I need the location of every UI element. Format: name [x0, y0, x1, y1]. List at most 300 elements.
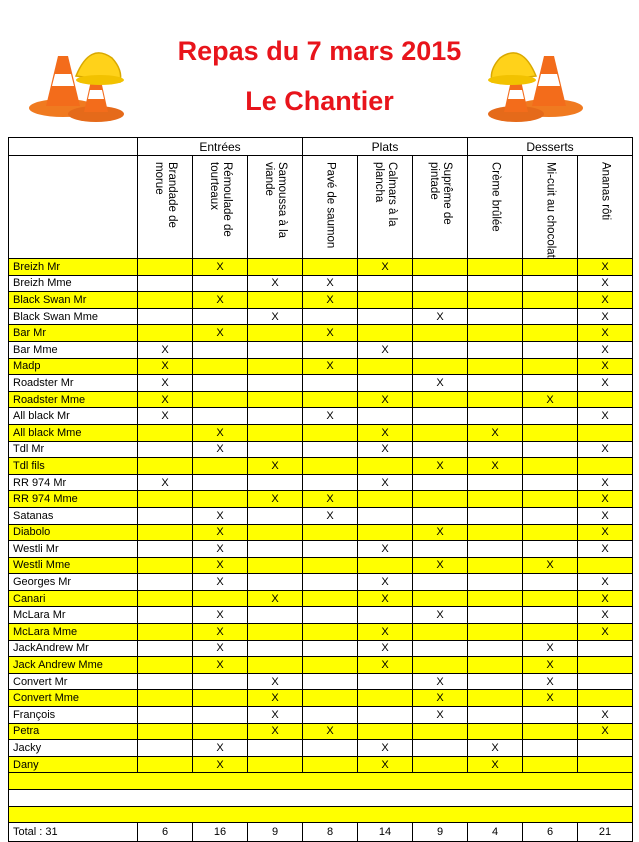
- choice-cell: [303, 640, 358, 657]
- table-row: [9, 541, 633, 558]
- choice-cell: [523, 424, 578, 441]
- choice-cell: [138, 756, 193, 773]
- guest-name: Jacky: [9, 740, 138, 757]
- choice-cell: X: [358, 624, 413, 641]
- choice-cell: [358, 524, 413, 541]
- column-header: Ananas rôti: [578, 156, 633, 259]
- choice-cell: [248, 474, 303, 491]
- table-row: [9, 690, 633, 707]
- meal-table: [8, 137, 633, 842]
- choice-cell: [358, 723, 413, 740]
- choice-cell: X: [358, 657, 413, 674]
- choice-cell: [413, 640, 468, 657]
- choice-cell: X: [578, 341, 633, 358]
- choice-cell: [303, 391, 358, 408]
- choice-cell: X: [578, 541, 633, 558]
- choice-cell: [303, 259, 358, 276]
- choice-cell: [248, 574, 303, 591]
- choice-cell: X: [248, 308, 303, 325]
- table-row: [9, 607, 633, 624]
- choice-cell: X: [303, 507, 358, 524]
- choice-cell: [193, 358, 248, 375]
- guest-name: Black Swan Mr: [9, 292, 138, 309]
- guest-name: Bar Mme: [9, 341, 138, 358]
- choice-cell: [358, 375, 413, 392]
- choice-cell: X: [193, 574, 248, 591]
- choice-cell: [523, 441, 578, 458]
- choice-cell: [138, 325, 193, 342]
- choice-cell: [413, 391, 468, 408]
- choice-cell: X: [413, 524, 468, 541]
- empty-row: [9, 790, 633, 807]
- choice-cell: X: [523, 640, 578, 657]
- choice-cell: [138, 491, 193, 508]
- total-value: 16: [193, 823, 248, 842]
- guest-name: All black Mme: [9, 424, 138, 441]
- choice-cell: [468, 375, 523, 392]
- guest-name: Tdl Mr: [9, 441, 138, 458]
- choice-cell: X: [193, 325, 248, 342]
- choice-cell: X: [413, 458, 468, 475]
- table-row: [9, 756, 633, 773]
- choice-cell: [248, 375, 303, 392]
- choice-cell: [303, 341, 358, 358]
- table-row: [9, 408, 633, 425]
- choice-cell: [358, 507, 413, 524]
- choice-cell: [248, 640, 303, 657]
- guest-name: Bar Mr: [9, 325, 138, 342]
- total-value: 21: [578, 823, 633, 842]
- table-row: [9, 308, 633, 325]
- choice-cell: [248, 541, 303, 558]
- choice-cell: [358, 491, 413, 508]
- empty-row: [9, 806, 633, 823]
- choice-cell: [303, 657, 358, 674]
- choice-cell: X: [358, 424, 413, 441]
- choice-cell: [578, 424, 633, 441]
- guest-name: Madp: [9, 358, 138, 375]
- choice-cell: [468, 441, 523, 458]
- choice-cell: [303, 557, 358, 574]
- table-row: [9, 557, 633, 574]
- choice-cell: [303, 607, 358, 624]
- choice-cell: [468, 541, 523, 558]
- choice-cell: X: [193, 524, 248, 541]
- choice-cell: [468, 341, 523, 358]
- choice-cell: [358, 557, 413, 574]
- choice-cell: [248, 756, 303, 773]
- choice-cell: [193, 391, 248, 408]
- column-header: Crème brûlée: [468, 156, 523, 259]
- choice-cell: [523, 259, 578, 276]
- choice-cell: [303, 624, 358, 641]
- choice-cell: [468, 507, 523, 524]
- total-row: [9, 823, 633, 842]
- choice-cell: X: [193, 424, 248, 441]
- total-value: 9: [413, 823, 468, 842]
- choice-cell: X: [303, 358, 358, 375]
- choice-cell: [193, 275, 248, 292]
- choice-cell: [468, 607, 523, 624]
- choice-cell: [413, 541, 468, 558]
- choice-cell: X: [523, 391, 578, 408]
- guest-name: Georges Mr: [9, 574, 138, 591]
- choice-cell: [138, 275, 193, 292]
- choice-cell: [413, 325, 468, 342]
- choice-cell: [523, 723, 578, 740]
- choice-cell: X: [303, 723, 358, 740]
- choice-cell: [303, 707, 358, 724]
- choice-cell: [248, 557, 303, 574]
- choice-cell: [468, 491, 523, 508]
- choice-cell: [578, 690, 633, 707]
- guest-name: Roadster Mr: [9, 375, 138, 392]
- choice-cell: [523, 624, 578, 641]
- choice-cell: [523, 607, 578, 624]
- table-row: [9, 723, 633, 740]
- guest-name: All black Mr: [9, 408, 138, 425]
- choice-cell: [193, 690, 248, 707]
- choice-cell: [413, 358, 468, 375]
- choice-cell: [413, 507, 468, 524]
- choice-cell: [303, 740, 358, 757]
- choice-cell: [358, 458, 413, 475]
- choice-cell: [138, 607, 193, 624]
- choice-cell: [468, 292, 523, 309]
- choice-cell: [138, 590, 193, 607]
- table-row: [9, 574, 633, 591]
- choice-cell: [138, 707, 193, 724]
- choice-cell: [358, 292, 413, 309]
- choice-cell: [413, 275, 468, 292]
- choice-cell: [413, 740, 468, 757]
- choice-cell: X: [413, 673, 468, 690]
- choice-cell: [248, 259, 303, 276]
- choice-cell: X: [358, 740, 413, 757]
- choice-cell: X: [303, 491, 358, 508]
- choice-cell: [138, 524, 193, 541]
- choice-cell: [138, 441, 193, 458]
- choice-cell: X: [523, 690, 578, 707]
- choice-cell: [138, 507, 193, 524]
- choice-cell: [248, 657, 303, 674]
- table-row: [9, 590, 633, 607]
- choice-cell: X: [138, 474, 193, 491]
- choice-cell: [578, 557, 633, 574]
- choice-cell: [138, 424, 193, 441]
- choice-cell: X: [358, 541, 413, 558]
- choice-cell: X: [303, 275, 358, 292]
- choice-cell: [413, 341, 468, 358]
- choice-cell: [578, 673, 633, 690]
- choice-cell: [578, 458, 633, 475]
- guest-name: Jack Andrew Mme: [9, 657, 138, 674]
- choice-cell: [523, 275, 578, 292]
- choice-cell: [523, 292, 578, 309]
- choice-cell: X: [413, 308, 468, 325]
- choice-cell: [138, 557, 193, 574]
- guest-name: JackAndrew Mr: [9, 640, 138, 657]
- choice-cell: [358, 358, 413, 375]
- choice-cell: [248, 358, 303, 375]
- choice-cell: [248, 441, 303, 458]
- guest-name: Westli Mr: [9, 541, 138, 558]
- choice-cell: [413, 657, 468, 674]
- choice-cell: [303, 574, 358, 591]
- empty-header-cell: [9, 156, 138, 259]
- choice-cell: X: [358, 640, 413, 657]
- table-row: [9, 673, 633, 690]
- column-header: Mi-cuit au chocolat: [523, 156, 578, 259]
- choice-cell: [468, 524, 523, 541]
- choice-cell: [138, 740, 193, 757]
- choice-cell: X: [193, 441, 248, 458]
- choice-cell: [358, 275, 413, 292]
- total-label: Total : 31: [9, 823, 138, 842]
- choice-cell: [413, 574, 468, 591]
- choice-cell: [138, 308, 193, 325]
- guest-name: François: [9, 707, 138, 724]
- choice-cell: X: [523, 657, 578, 674]
- column-header: Brandade de morue: [138, 156, 193, 259]
- choice-cell: X: [468, 424, 523, 441]
- total-value: 4: [468, 823, 523, 842]
- choice-cell: [468, 259, 523, 276]
- choice-cell: [303, 424, 358, 441]
- choice-cell: X: [193, 756, 248, 773]
- choice-cell: [138, 657, 193, 674]
- choice-cell: [523, 590, 578, 607]
- guest-name: Tdl fils: [9, 458, 138, 475]
- choice-cell: X: [193, 259, 248, 276]
- table-row: [9, 740, 633, 757]
- choice-cell: [413, 408, 468, 425]
- choice-cell: [358, 673, 413, 690]
- choice-cell: [468, 707, 523, 724]
- choice-cell: [523, 541, 578, 558]
- choice-cell: X: [578, 707, 633, 724]
- choice-cell: [523, 375, 578, 392]
- choice-cell: X: [578, 275, 633, 292]
- choice-cell: [468, 557, 523, 574]
- total-value: 6: [523, 823, 578, 842]
- choice-cell: [468, 624, 523, 641]
- choice-cell: [248, 424, 303, 441]
- choice-cell: X: [193, 557, 248, 574]
- choice-cell: X: [193, 292, 248, 309]
- choice-cell: X: [468, 458, 523, 475]
- empty-header-cell: [9, 138, 138, 156]
- choice-cell: [468, 325, 523, 342]
- table-row: [9, 707, 633, 724]
- choice-cell: [523, 756, 578, 773]
- choice-cell: X: [468, 756, 523, 773]
- choice-cell: [523, 474, 578, 491]
- table-row: [9, 325, 633, 342]
- choice-cell: X: [193, 640, 248, 657]
- table-row: [9, 458, 633, 475]
- choice-cell: X: [413, 375, 468, 392]
- choice-cell: X: [578, 308, 633, 325]
- choice-cell: X: [248, 723, 303, 740]
- choice-cell: [248, 607, 303, 624]
- choice-cell: [193, 707, 248, 724]
- choice-cell: X: [303, 408, 358, 425]
- choice-cell: [468, 657, 523, 674]
- choice-cell: [578, 657, 633, 674]
- choice-cell: [413, 424, 468, 441]
- guest-name: Convert Mme: [9, 690, 138, 707]
- choice-cell: [413, 474, 468, 491]
- choice-cell: [138, 723, 193, 740]
- page-subtitle: Le Chantier: [245, 86, 394, 116]
- choice-cell: [413, 441, 468, 458]
- choice-cell: [578, 391, 633, 408]
- total-value: 14: [358, 823, 413, 842]
- choice-cell: [193, 590, 248, 607]
- guest-name: Black Swan Mme: [9, 308, 138, 325]
- choice-cell: X: [138, 391, 193, 408]
- choice-cell: [248, 408, 303, 425]
- table-row: [9, 507, 633, 524]
- table-row: [9, 657, 633, 674]
- choice-cell: [248, 341, 303, 358]
- choice-cell: X: [578, 507, 633, 524]
- choice-cell: [138, 259, 193, 276]
- choice-cell: X: [358, 590, 413, 607]
- table-row: [9, 441, 633, 458]
- choice-cell: [303, 673, 358, 690]
- choice-cell: [138, 458, 193, 475]
- choice-cell: X: [303, 292, 358, 309]
- table-row: [9, 275, 633, 292]
- choice-cell: [523, 325, 578, 342]
- choice-cell: X: [578, 590, 633, 607]
- choice-cell: [358, 408, 413, 425]
- guest-name: McLara Mme: [9, 624, 138, 641]
- choice-cell: [138, 541, 193, 558]
- choice-cell: X: [468, 740, 523, 757]
- guest-name: McLara Mr: [9, 607, 138, 624]
- choice-cell: [303, 590, 358, 607]
- choice-cell: [468, 308, 523, 325]
- choice-cell: [193, 458, 248, 475]
- choice-cell: [523, 408, 578, 425]
- choice-cell: [523, 341, 578, 358]
- choice-cell: X: [248, 275, 303, 292]
- choice-cell: X: [578, 325, 633, 342]
- choice-cell: X: [578, 624, 633, 641]
- total-value: 6: [138, 823, 193, 842]
- choice-cell: X: [578, 292, 633, 309]
- choice-cell: X: [413, 707, 468, 724]
- choice-cell: [248, 740, 303, 757]
- choice-cell: X: [413, 690, 468, 707]
- choice-cell: [193, 375, 248, 392]
- choice-cell: [523, 574, 578, 591]
- choice-cell: [523, 491, 578, 508]
- choice-cell: [523, 740, 578, 757]
- choice-cell: [193, 341, 248, 358]
- choice-cell: [468, 673, 523, 690]
- choice-cell: [413, 491, 468, 508]
- choice-cell: X: [578, 358, 633, 375]
- guest-name: Satanas: [9, 507, 138, 524]
- choice-cell: X: [578, 723, 633, 740]
- choice-cell: [138, 292, 193, 309]
- choice-cell: [468, 640, 523, 657]
- choice-cell: X: [358, 574, 413, 591]
- choice-cell: X: [358, 259, 413, 276]
- total-value: 9: [248, 823, 303, 842]
- table-row: [9, 259, 633, 276]
- guest-name: RR 974 Mr: [9, 474, 138, 491]
- choice-cell: [468, 358, 523, 375]
- guest-name: Diabolo: [9, 524, 138, 541]
- choice-cell: X: [138, 358, 193, 375]
- choice-cell: [193, 723, 248, 740]
- choice-cell: [523, 524, 578, 541]
- choice-cell: [413, 259, 468, 276]
- choice-cell: [138, 624, 193, 641]
- choice-cell: X: [193, 740, 248, 757]
- choice-cell: X: [138, 408, 193, 425]
- group-entrees: Entrées: [138, 138, 303, 156]
- table-row: [9, 358, 633, 375]
- choice-cell: X: [193, 607, 248, 624]
- choice-cell: [193, 673, 248, 690]
- guest-name: Dany: [9, 756, 138, 773]
- guest-name: Breizh Mr: [9, 259, 138, 276]
- empty-row: [9, 773, 633, 790]
- choice-cell: X: [248, 458, 303, 475]
- choice-cell: [193, 408, 248, 425]
- choice-cell: [248, 624, 303, 641]
- choice-cell: [303, 524, 358, 541]
- choice-cell: [468, 723, 523, 740]
- column-header: Pavé de saumon: [303, 156, 358, 259]
- choice-cell: [248, 391, 303, 408]
- choice-cell: [468, 574, 523, 591]
- choice-cell: [523, 458, 578, 475]
- choice-cell: [413, 292, 468, 309]
- guest-name: Roadster Mme: [9, 391, 138, 408]
- table-row: [9, 474, 633, 491]
- choice-cell: X: [578, 259, 633, 276]
- choice-cell: X: [193, 657, 248, 674]
- choice-cell: [578, 740, 633, 757]
- choice-cell: [578, 640, 633, 657]
- choice-cell: [523, 707, 578, 724]
- group-plats: Plats: [303, 138, 468, 156]
- choice-cell: X: [578, 491, 633, 508]
- choice-cell: [303, 375, 358, 392]
- table-row: [9, 424, 633, 441]
- table-row: [9, 624, 633, 641]
- column-header: Samoussa à la viande: [248, 156, 303, 259]
- choice-cell: X: [248, 690, 303, 707]
- choice-cell: [413, 723, 468, 740]
- choice-cell: X: [358, 474, 413, 491]
- choice-cell: [523, 507, 578, 524]
- choice-cell: X: [578, 524, 633, 541]
- choice-cell: [413, 756, 468, 773]
- choice-cell: [413, 624, 468, 641]
- table-row: [9, 375, 633, 392]
- choice-cell: X: [248, 590, 303, 607]
- choice-cell: [248, 507, 303, 524]
- choice-cell: [523, 308, 578, 325]
